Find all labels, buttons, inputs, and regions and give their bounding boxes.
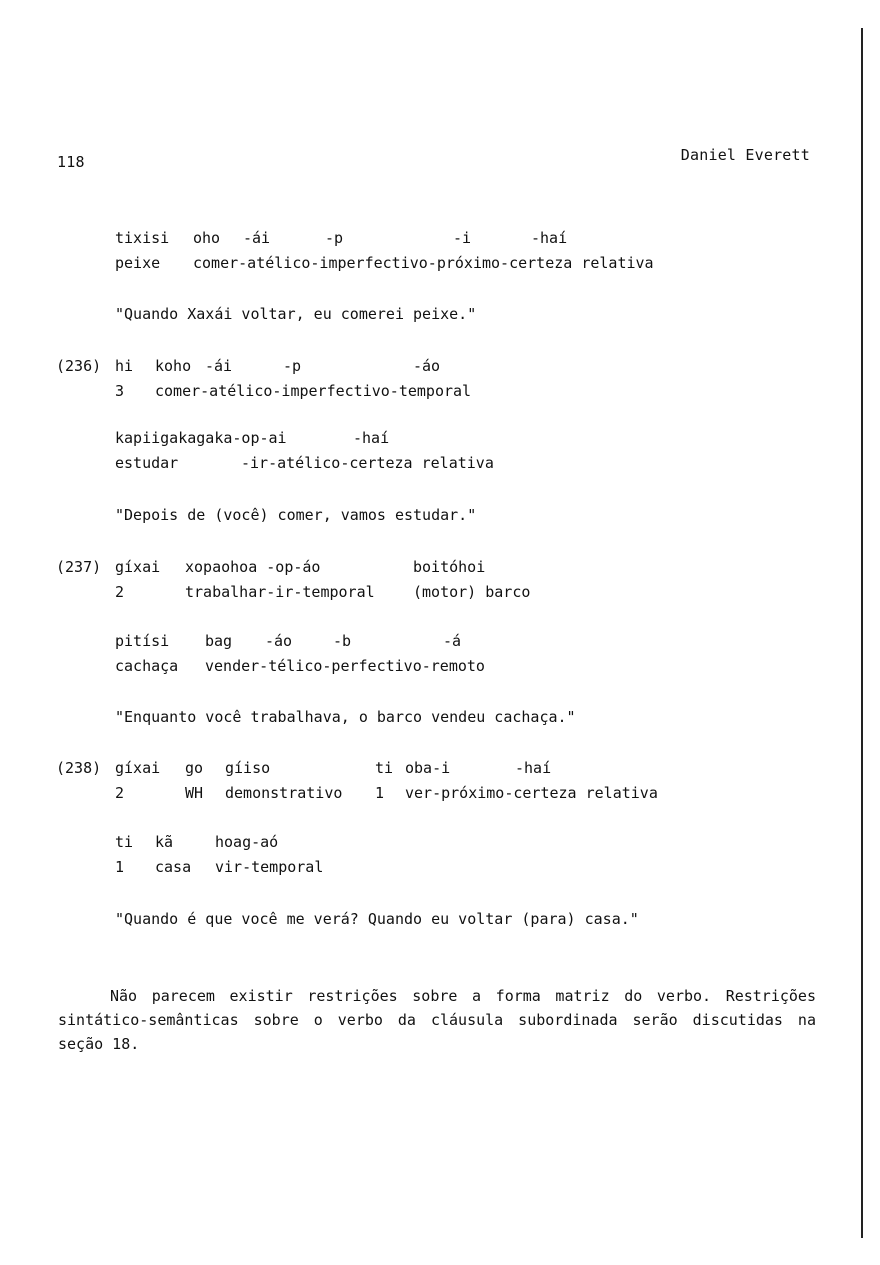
gloss: WH — [185, 784, 204, 802]
gloss: 3 — [115, 382, 125, 400]
gloss: 2 — [115, 583, 125, 601]
morpheme: gíxai — [115, 558, 161, 576]
body-paragraph — [58, 984, 816, 1056]
example-number: (236) — [56, 357, 102, 375]
gloss-block — [115, 632, 485, 682]
morpheme: -áo — [413, 357, 441, 375]
morpheme: go — [185, 759, 204, 777]
gloss: trabalhar-ir-temporal — [185, 583, 375, 601]
gloss: demonstrativo — [225, 784, 343, 802]
morpheme: pitísi — [115, 632, 170, 650]
morpheme: koho — [155, 357, 192, 375]
gloss-block — [115, 759, 658, 809]
gloss-line — [115, 657, 485, 682]
morpheme: -haí — [515, 759, 552, 777]
paragraph-text: Não parecem existir restrições sobre a forma matriz do verbo. Restrições sintático-semânticas sobre o verbo da cláusula subordinada serão discutidas na seção 18. — [58, 987, 816, 1053]
gloss-block — [115, 429, 494, 479]
gloss: peixe — [115, 254, 161, 272]
morpheme: -ái — [243, 229, 271, 247]
gloss-block — [115, 357, 471, 407]
gloss-line — [115, 254, 654, 279]
morpheme: boitóhoi — [413, 558, 486, 576]
gloss: vir-temporal — [215, 858, 324, 876]
gloss: (motor) barco — [413, 583, 531, 601]
morpheme: kapiigakagaka-op-ai — [115, 429, 287, 447]
example-number: (238) — [56, 759, 102, 777]
free-translation: "Quando é que você me verá? Quando eu voltar (para) casa." — [115, 910, 639, 928]
gloss-block — [115, 229, 654, 279]
gloss-block — [115, 833, 323, 883]
example-number: (237) — [56, 558, 102, 576]
morpheme: tixisi — [115, 229, 170, 247]
gloss: 1 — [115, 858, 125, 876]
morpheme-line — [115, 833, 323, 858]
morpheme: -haí — [531, 229, 568, 247]
morpheme: hoag-aó — [215, 833, 279, 851]
gloss: -ir-atélico-certeza relativa — [241, 454, 494, 472]
morpheme: ti — [115, 833, 134, 851]
gloss: vender-télico-perfectivo-remoto — [205, 657, 485, 675]
running-head: Daniel Everett — [680, 146, 810, 164]
gloss: estudar — [115, 454, 179, 472]
free-translation: "Quando Xaxái voltar, eu comerei peixe." — [115, 305, 477, 323]
free-translation: "Enquanto você trabalhava, o barco vendeu cachaça." — [115, 708, 576, 726]
gloss-line — [115, 784, 658, 809]
morpheme: gíxai — [115, 759, 161, 777]
free-translation: "Depois de (você) comer, vamos estudar." — [115, 506, 477, 524]
gloss: casa — [155, 858, 192, 876]
morpheme-line — [115, 357, 471, 382]
morpheme-line — [115, 229, 654, 254]
gloss: ver-próximo-certeza relativa — [405, 784, 658, 802]
gloss: comer-atélico-imperfectivo-próximo-certeza relativa — [193, 254, 654, 272]
gloss: comer-atélico-imperfectivo-temporal — [155, 382, 472, 400]
morpheme: -p — [283, 357, 302, 375]
morpheme: -p — [325, 229, 344, 247]
gloss-block — [115, 558, 530, 608]
morpheme: -haí — [353, 429, 390, 447]
page-number: 118 — [57, 153, 85, 171]
gloss-line — [115, 583, 530, 608]
gloss-line — [115, 454, 494, 479]
morpheme: oba-i — [405, 759, 451, 777]
morpheme: -b — [333, 632, 352, 650]
page-edge-line — [861, 28, 863, 1238]
morpheme-line — [115, 558, 530, 583]
morpheme: -i — [453, 229, 472, 247]
gloss: cachaça — [115, 657, 179, 675]
morpheme: -áo — [265, 632, 293, 650]
morpheme: xopaohoa -op-áo — [185, 558, 321, 576]
morpheme: -á — [443, 632, 462, 650]
gloss: 2 — [115, 784, 125, 802]
morpheme: -ái — [205, 357, 233, 375]
morpheme: ti — [375, 759, 394, 777]
morpheme: oho — [193, 229, 221, 247]
morpheme: kã — [155, 833, 174, 851]
morpheme: hi — [115, 357, 134, 375]
gloss-line — [115, 858, 323, 883]
morpheme-line — [115, 632, 485, 657]
morpheme-line — [115, 759, 658, 784]
morpheme: bag — [205, 632, 233, 650]
gloss: 1 — [375, 784, 385, 802]
morpheme: gíiso — [225, 759, 271, 777]
gloss-line — [115, 382, 471, 407]
morpheme-line — [115, 429, 494, 454]
